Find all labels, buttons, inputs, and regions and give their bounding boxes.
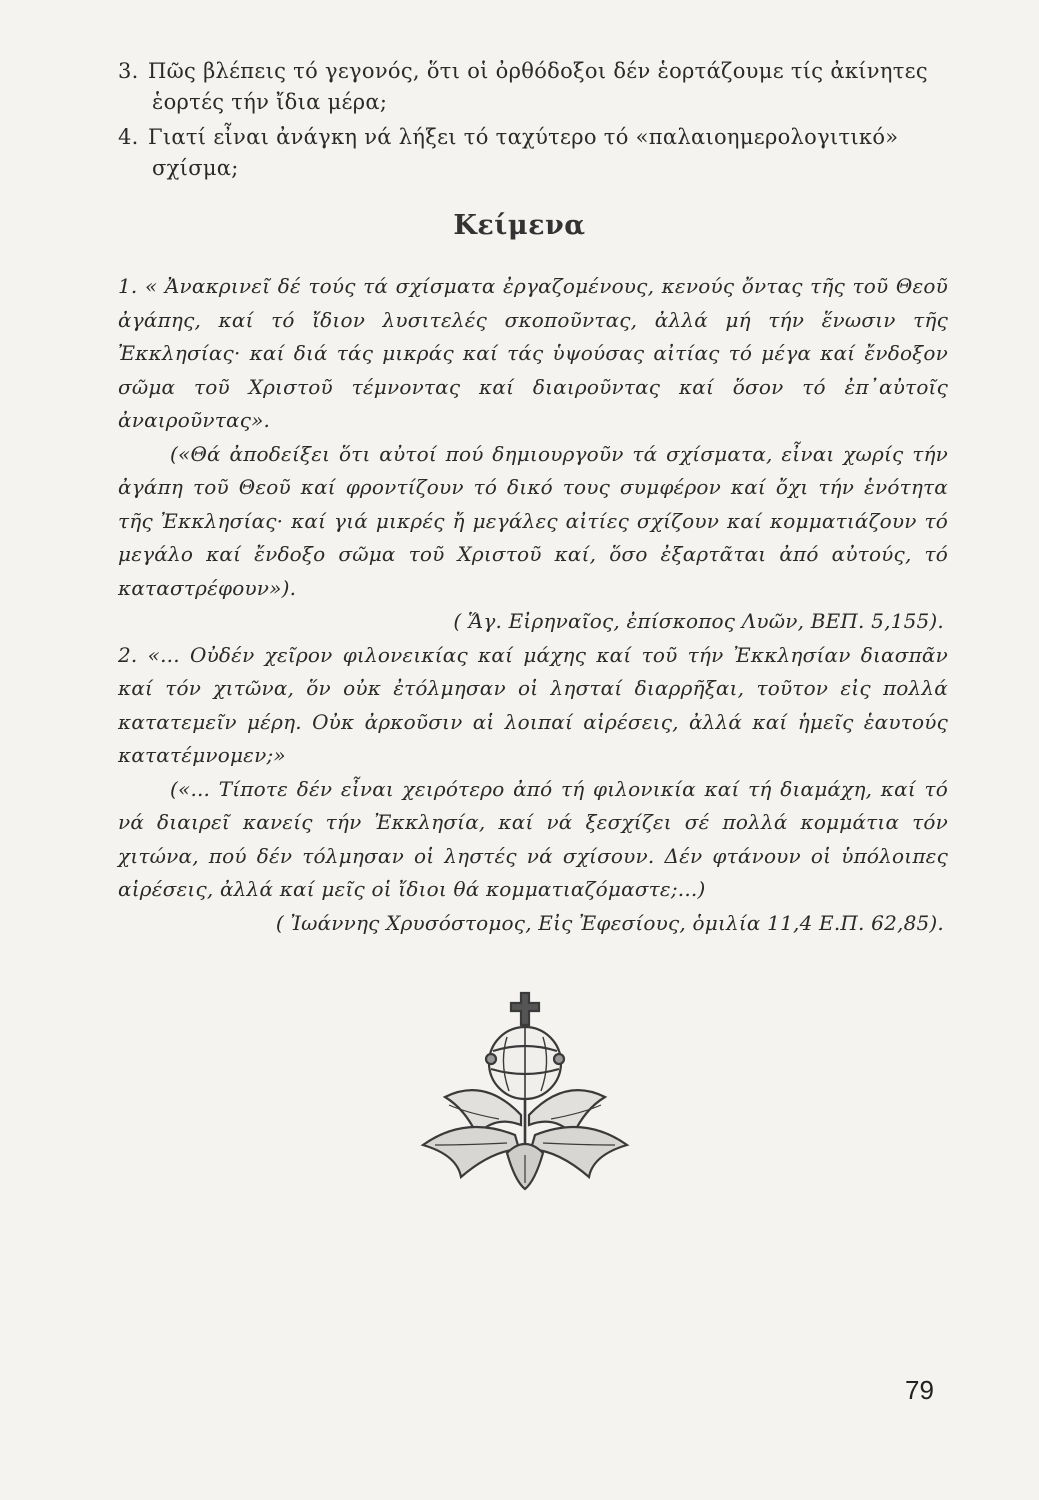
- text-2-translation: («... Τίποτε δέν εἶναι χειρότερο ἀπό τή φιλονικία καί τή διαμάχη, καί τό νά διαιρεῖ κανείς τήν Ἐκκλησία, καί νά ξεσχίζει σέ πολλά κομμάτια τόν χιτώνα, πού δέν τόλμησαν οἱ ληστές νά σχίσουν. Δέν φτάνουν οἱ ὑπόλοιπες αἱρέσεις, ἀλλά καί μεῖς οἱ ἴδιοι θά κομματιαζόμαστε;...): [118, 776, 948, 901]
- question-number: 4.: [118, 125, 139, 149]
- section-heading: Κείμενα: [453, 210, 586, 241]
- text-2-citation: ( Ἰωάννης Χρυσόστομος, Εἰς Ἐφεσίους, ὁμιλία 11,4 Ε.Π. 62,85).: [275, 910, 944, 935]
- text-2-original: 2. «... Οὐδέν χεῖρον φιλονεικίας καί μάχης καί τοῦ τήν Ἐκκλησίαν διασπᾶν καί τόν χιτῶνα, ὅν οὐκ ἐτόλμησαν οἱ λησταί διαρρῆξαι, τοῦτον εἰς πολλά κατατεμεῖν μέρη. Οὐκ ἀρκοῦσιν αἱ λοιπαί αἱρέσεις, ἀλλά καί ἡμεῖς ἑαυτούς κατατέμνομεν;»: [118, 642, 948, 767]
- text-1-original: 1. « Ἀνακρινεῖ δέ τούς τά σχίσματα ἐργαζομένους, κενούς ὄντας τῆς τοῦ Θεοῦ ἀγάπης, καί τό ἴδιον λυσιτελές σκοποῦντας, ἀλλά μή τήν ἕνωσιν τῆς Ἐκκλησίας· καί διά τάς μικράς καί τάς ὑψούσας αἰτίας τό μέγα καί ἔνδοξον σῶμα τοῦ Χριστοῦ τέμνοντας καί διαιροῦντας καί ὅσον τό ἐπ᾽αὐτοῖς ἀναιροῦντας».: [118, 274, 948, 432]
- question-line: Πῶς βλέπεις τό γεγονός, ὅτι οἱ ὀρθόδοξοι δέν ἑορτάζουμε τίς ἀκίνητες: [148, 59, 928, 83]
- cross-ornament-icon: [395, 985, 655, 1200]
- text-1-translation: («Θά ἀποδείξει ὅτι αὐτοί πού δημιουργοῦν τά σχίσματα, εἶναι χωρίς τήν ἀγάπη τοῦ Θεοῦ καί φροντίζουν τό δικό τους συμφέρον καί ὄχι τήν ἑνότητα τῆς Ἐκκλησίας· καί γιά μικρές ἤ μεγάλες αἰτίες σχίζουν καί κομματιάζουν τό μεγάλο καί ἔνδοξο σῶμα τοῦ Χριστοῦ καί, ὅσο ἐξαρτᾶται ἀπό αὐτούς, τό καταστρέφουν»).: [118, 441, 948, 600]
- page-number: 79: [905, 1375, 934, 1405]
- question-number: 3.: [118, 59, 139, 83]
- question-line: Γιατί εἶναι ἀνάγκη νά λήξει τό ταχύτερο τό «παλαιοημερολογιτικό»: [148, 125, 899, 149]
- question-3: [118, 56, 948, 118]
- question-line: σχίσμα;: [152, 156, 239, 180]
- question-4: [118, 122, 948, 184]
- text-1-citation: ( Ἅγ. Εἰρηναῖος, ἐπίσκοπος Λυῶν, ΒΕΠ. 5,155).: [453, 609, 944, 633]
- texts-section: [118, 270, 948, 940]
- question-line: ἑορτές τήν ἴδια μέρα;: [152, 90, 388, 114]
